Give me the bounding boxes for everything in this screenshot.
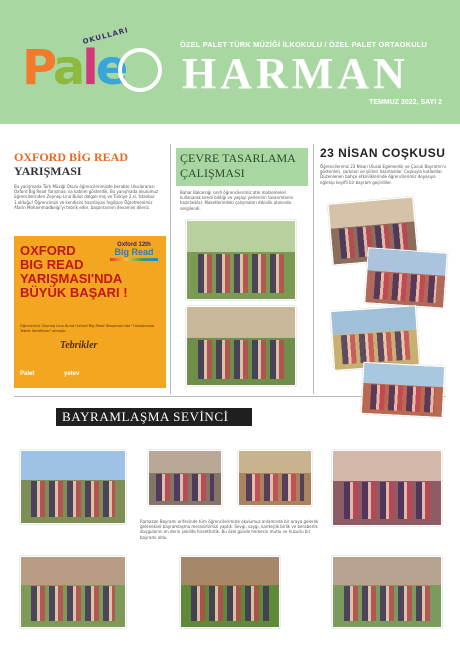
photo-people — [341, 331, 410, 365]
bayram-photo-6 — [180, 556, 280, 628]
poster-congrats: Tebrikler — [60, 340, 98, 351]
badge-main: Big Read — [114, 247, 154, 257]
photo-backdrop — [21, 451, 125, 480]
bayram-photo-1 — [20, 450, 126, 524]
logo-letter-l: l — [82, 40, 96, 96]
photo-backdrop — [239, 451, 311, 473]
big-read-badge — [110, 242, 158, 261]
poster-footer-right: yetev — [64, 371, 80, 377]
photo-people — [191, 586, 269, 621]
logo-smile-icon — [118, 48, 162, 92]
oxford-body: Bu yarışmada Türk Müziği Okulu öğrencilerimizde beraber Uluslararası Oxford Big Read Yarışması na katılım gösterdik. Bu yarışmada okulumuz öğrencilerinden Zeynep Lina Bulut dalgalı mış ve Türkiye 2.si, İstanbul 1.olduğu! Öğrencimizi ve kendisini hazırlayan İngilizce Öğretmenimiz Afarin Mohammadbeigi'yi tebrik eder, başarılarının devamını dileriz. — [14, 184, 159, 210]
cevre-title-line1: ÇEVRE TASARLAMA — [180, 151, 296, 165]
masthead-title: HARMAN — [182, 49, 409, 98]
poster-title-line: BIG READ — [20, 257, 84, 272]
photo-people — [156, 474, 214, 501]
bayram-title: BAYRAMLAŞMA SEVİNCİ — [62, 409, 229, 424]
oxford-title — [14, 150, 128, 178]
cevre-body: Bahar Bakanlığı sınıfı öğrencilerimiz atık malzemeleri kullanarak kendi bildiği ve yaşayı yerlerinin tasarımlarını hazırladılar. Maketlerindeki çalışmaları etkinlik alanında sergilendi. — [180, 190, 294, 211]
poster-title-line: YARIŞMASI'NDA — [20, 271, 123, 286]
poster-subtext: Öğrencimiz Zeynep Lina Bulut Oxford Big Read Yarışması'nda "Uluslararası Tebrik Sertifikası" almıştır. — [20, 324, 155, 333]
photo-backdrop — [333, 451, 441, 481]
photo-people — [198, 254, 284, 293]
column-divider — [313, 144, 314, 394]
bayram-photo-7 — [332, 556, 442, 628]
photo-people — [373, 272, 437, 303]
poster-footer-left: Palet — [20, 371, 35, 377]
nisan-photo-3 — [330, 305, 420, 371]
logo-letter-p: P — [22, 40, 53, 96]
oxford-poster — [14, 236, 166, 388]
bayram-photo-5 — [20, 556, 126, 628]
logo-wordmark — [22, 40, 125, 96]
bayram-photo-4 — [332, 450, 442, 526]
badge-rainbow-bar — [110, 258, 158, 261]
nisan-photo-4 — [361, 362, 446, 418]
cevre-title-line2: ÇALIŞMASI — [180, 166, 245, 180]
cevre-photo-2 — [186, 306, 296, 386]
column-divider — [170, 144, 171, 394]
photo-people — [344, 586, 430, 621]
poster-title-line: BÜYÜK BAŞARI ! — [20, 285, 128, 300]
photo-people — [344, 482, 430, 519]
photo-people — [246, 474, 304, 501]
photo-people — [198, 340, 284, 379]
photo-backdrop — [333, 557, 441, 585]
cevre-photo-1 — [186, 220, 296, 300]
issue-label: TEMMUZ 2022, SAYI 2 — [369, 99, 442, 106]
logo-letter-a: a — [52, 40, 83, 96]
nisan-body: Öğrencilerimiz 23 Nisan Ulusal Egemenlik ve Çocuk Bayramı'nı gösterileri, şarkıları ve şiirleri hazırladılar. Coşkuyla kutladılar. Düzenlenen bahçe etkinliklerinde öğrencilerimiz doyasıya eğlenip keyifli bir bayram geçirdiler. — [320, 164, 446, 185]
oxford-title-line2: YARIŞMASI — [14, 164, 82, 178]
photo-backdrop — [187, 307, 295, 338]
photo-backdrop — [181, 557, 279, 585]
photo-backdrop — [149, 451, 221, 473]
logo-letter-e: e — [95, 40, 126, 96]
nisan-title: 23 NİSAN COŞKUSU — [320, 146, 446, 160]
logo-arc-text: OKULLARI — [81, 26, 130, 46]
bayram-photo-3 — [238, 450, 312, 506]
photo-backdrop — [187, 221, 295, 252]
photo-people — [31, 481, 114, 517]
bayram-body: Ramazan Bayramı arifesinde tüm öğrencilerimizle okulumuz anlamında bir araya gelerek geleneksel bayramlaşma merasimimizi yaptık. Sevgi, saygı, kardeşlik birlik ve beraberlik duygularını en derin şekilde hissettirdik. Bu özel günde herkesin mutlu ve huzurlu bir bayramı oldu. — [140, 519, 319, 540]
photo-people — [370, 384, 435, 412]
cevre-title — [180, 151, 296, 181]
poster-title-line: OXFORD — [20, 243, 76, 258]
photo-backdrop — [21, 557, 125, 585]
school-names: ÖZEL PALET TÜRK MÜZİĞİ İLKOKULU / ÖZEL PALET ORTAOKULU — [180, 40, 428, 49]
photo-people — [31, 586, 114, 621]
badge-top: Oxford 12th — [117, 242, 151, 248]
oxford-title-line1: OXFORD BİG READ — [14, 150, 129, 164]
bayram-photo-2 — [148, 450, 222, 506]
nisan-photo-2 — [364, 247, 448, 308]
